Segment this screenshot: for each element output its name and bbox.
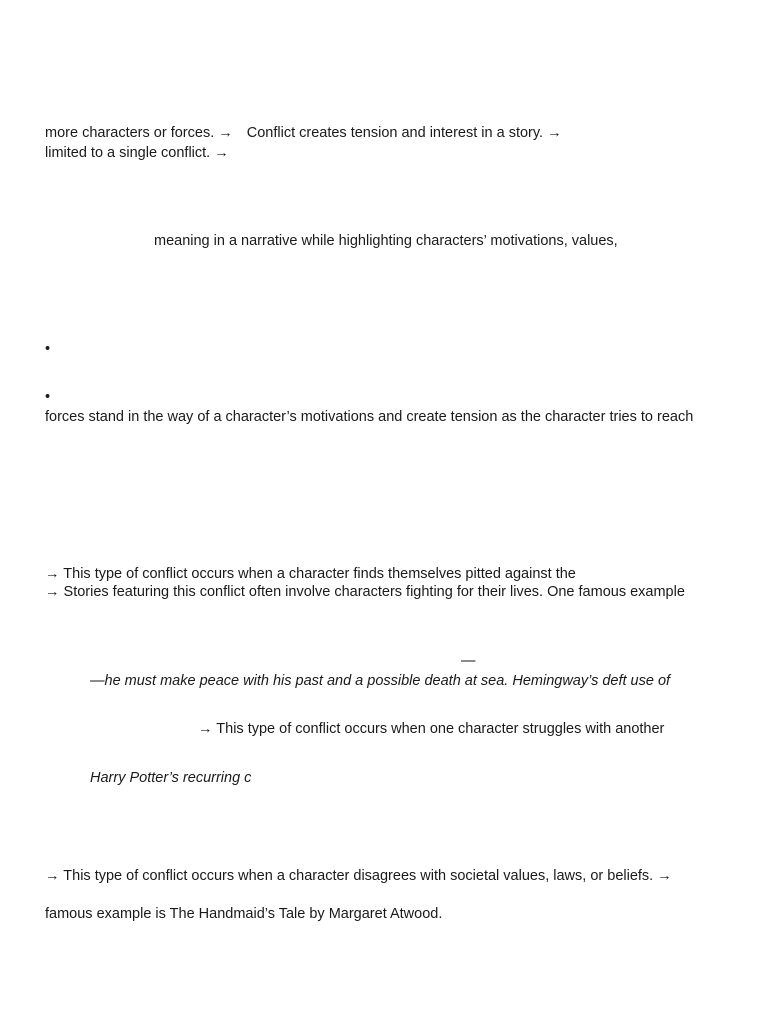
text-line-1a: more characters or forces. →: [45, 125, 233, 141]
bullet-2: •: [45, 389, 51, 405]
text-line-7: —he must make peace with his past and a possible death at sea. Hemingway’s deft use of: [90, 673, 671, 689]
text-line-9: Harry Potter’s recurring c: [90, 770, 252, 786]
text-line-6: → Stories featuring this conflict often involve characters fighting for their lives. One famous example: [45, 584, 685, 600]
text-line-11: famous example is The Handmaid’s Tale by Margaret Atwood.: [45, 906, 443, 922]
text-line-8: → This type of conflict occurs when one character struggles with another: [198, 721, 665, 737]
text-line-4: forces stand in the way of a character’s motivations and create tension as the character tries to reach: [45, 409, 694, 425]
bullet-1: •: [45, 341, 51, 357]
text-line-1: [45, 124, 562, 142]
text-line-3: meaning in a narrative while highlighting characters’ motivations, values,: [154, 233, 618, 249]
text-line-10: → This type of conflict occurs when a character disagrees with societal values, laws, or beliefs. →: [45, 868, 672, 884]
em-dash: —: [461, 653, 476, 669]
text-line-5: → This type of conflict occurs when a character finds themselves pitted against the: [45, 566, 576, 582]
text-line-2: limited to a single conflict. →: [45, 145, 229, 161]
text-line-1b: Conflict creates tension and interest in a story. →: [246, 125, 562, 141]
